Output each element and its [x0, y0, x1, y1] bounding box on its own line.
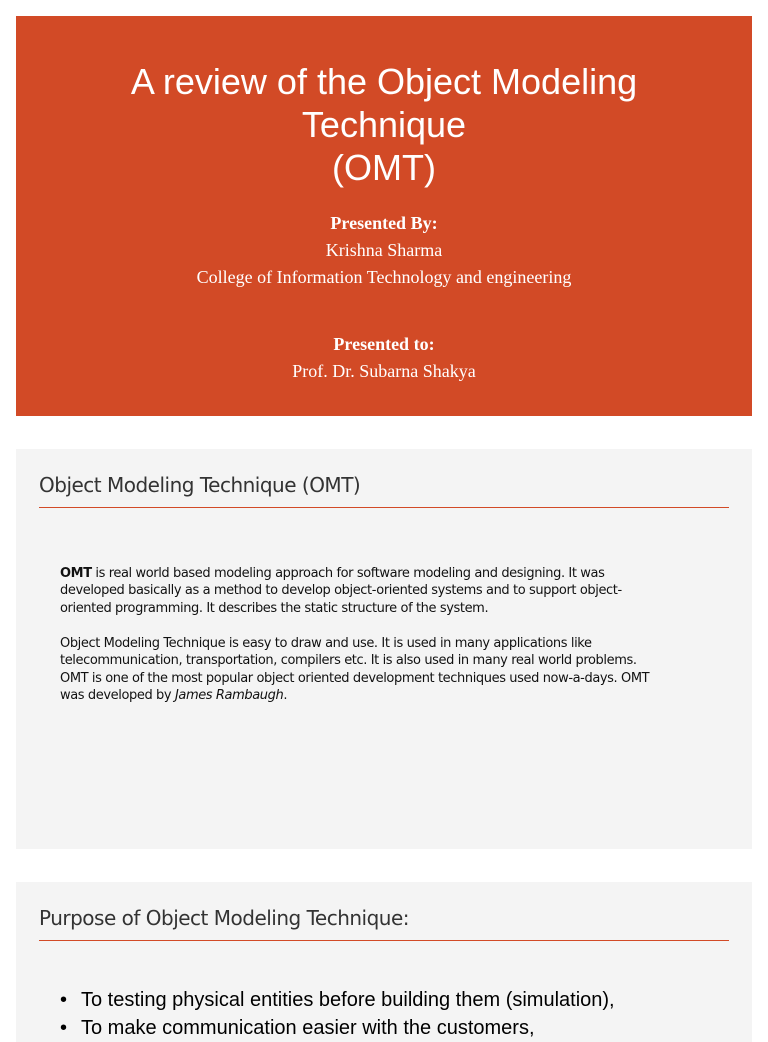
- paragraph-1: [60, 565, 660, 617]
- bullet-icon: •: [60, 989, 68, 1011]
- omt-bold-term: OMT: [60, 566, 92, 581]
- title-line-1: A review of the Object Modeling: [130, 61, 638, 102]
- paragraph-2-text: Object Modeling Technique is easy to draw and use. It is used in many applications like telecommunication, transportation, compilers etc. It is also used in many real world problems. OMT is one of the most popular object oriented development techniques used now-a-days. OMT was developed by: [60, 636, 650, 704]
- purpose-bullet-list: [60, 986, 740, 1042]
- presented-to-block: [16, 331, 752, 385]
- presenter-block: [16, 210, 752, 291]
- paragraph-1-text: is real world based modeling approach for software modeling and designing. It was developed basically as a method to develop object-oriented systems and to support object-oriented programming. It describes the static structure of the system.: [60, 566, 622, 616]
- paragraph-2-end: .: [283, 688, 288, 704]
- bullet-text: To testing physical entities before building them (simulation),: [81, 989, 615, 1011]
- bullet-icon: •: [60, 1017, 68, 1039]
- bullet-text: To make communication easier with the customers,: [81, 1017, 535, 1039]
- presented-by-label: Presented By:: [330, 213, 438, 233]
- title-line-2: Technique: [301, 104, 467, 145]
- omt-definition-slide: [16, 449, 752, 849]
- list-item: [60, 1014, 740, 1042]
- presenter-affiliation: College of Information Technology and engineering: [196, 267, 572, 287]
- omt-purpose-slide: [16, 882, 752, 1042]
- author-name: James Rambaugh: [174, 688, 284, 704]
- slide-heading: Purpose of Object Modeling Technique:: [39, 906, 410, 930]
- paragraph-2: [60, 635, 660, 705]
- presented-to-name: Prof. Dr. Subarna Shakya: [292, 361, 476, 381]
- title-line-3: (OMT): [332, 147, 436, 188]
- slide-heading: Object Modeling Technique (OMT): [39, 473, 361, 497]
- presented-to-label: Presented to:: [333, 334, 435, 354]
- title-slide: [16, 16, 752, 416]
- presenter-name: Krishna Sharma: [325, 240, 443, 260]
- list-item: [60, 986, 740, 1014]
- heading-divider: [39, 507, 729, 508]
- slide-title: [16, 60, 752, 189]
- heading-divider: [39, 940, 729, 941]
